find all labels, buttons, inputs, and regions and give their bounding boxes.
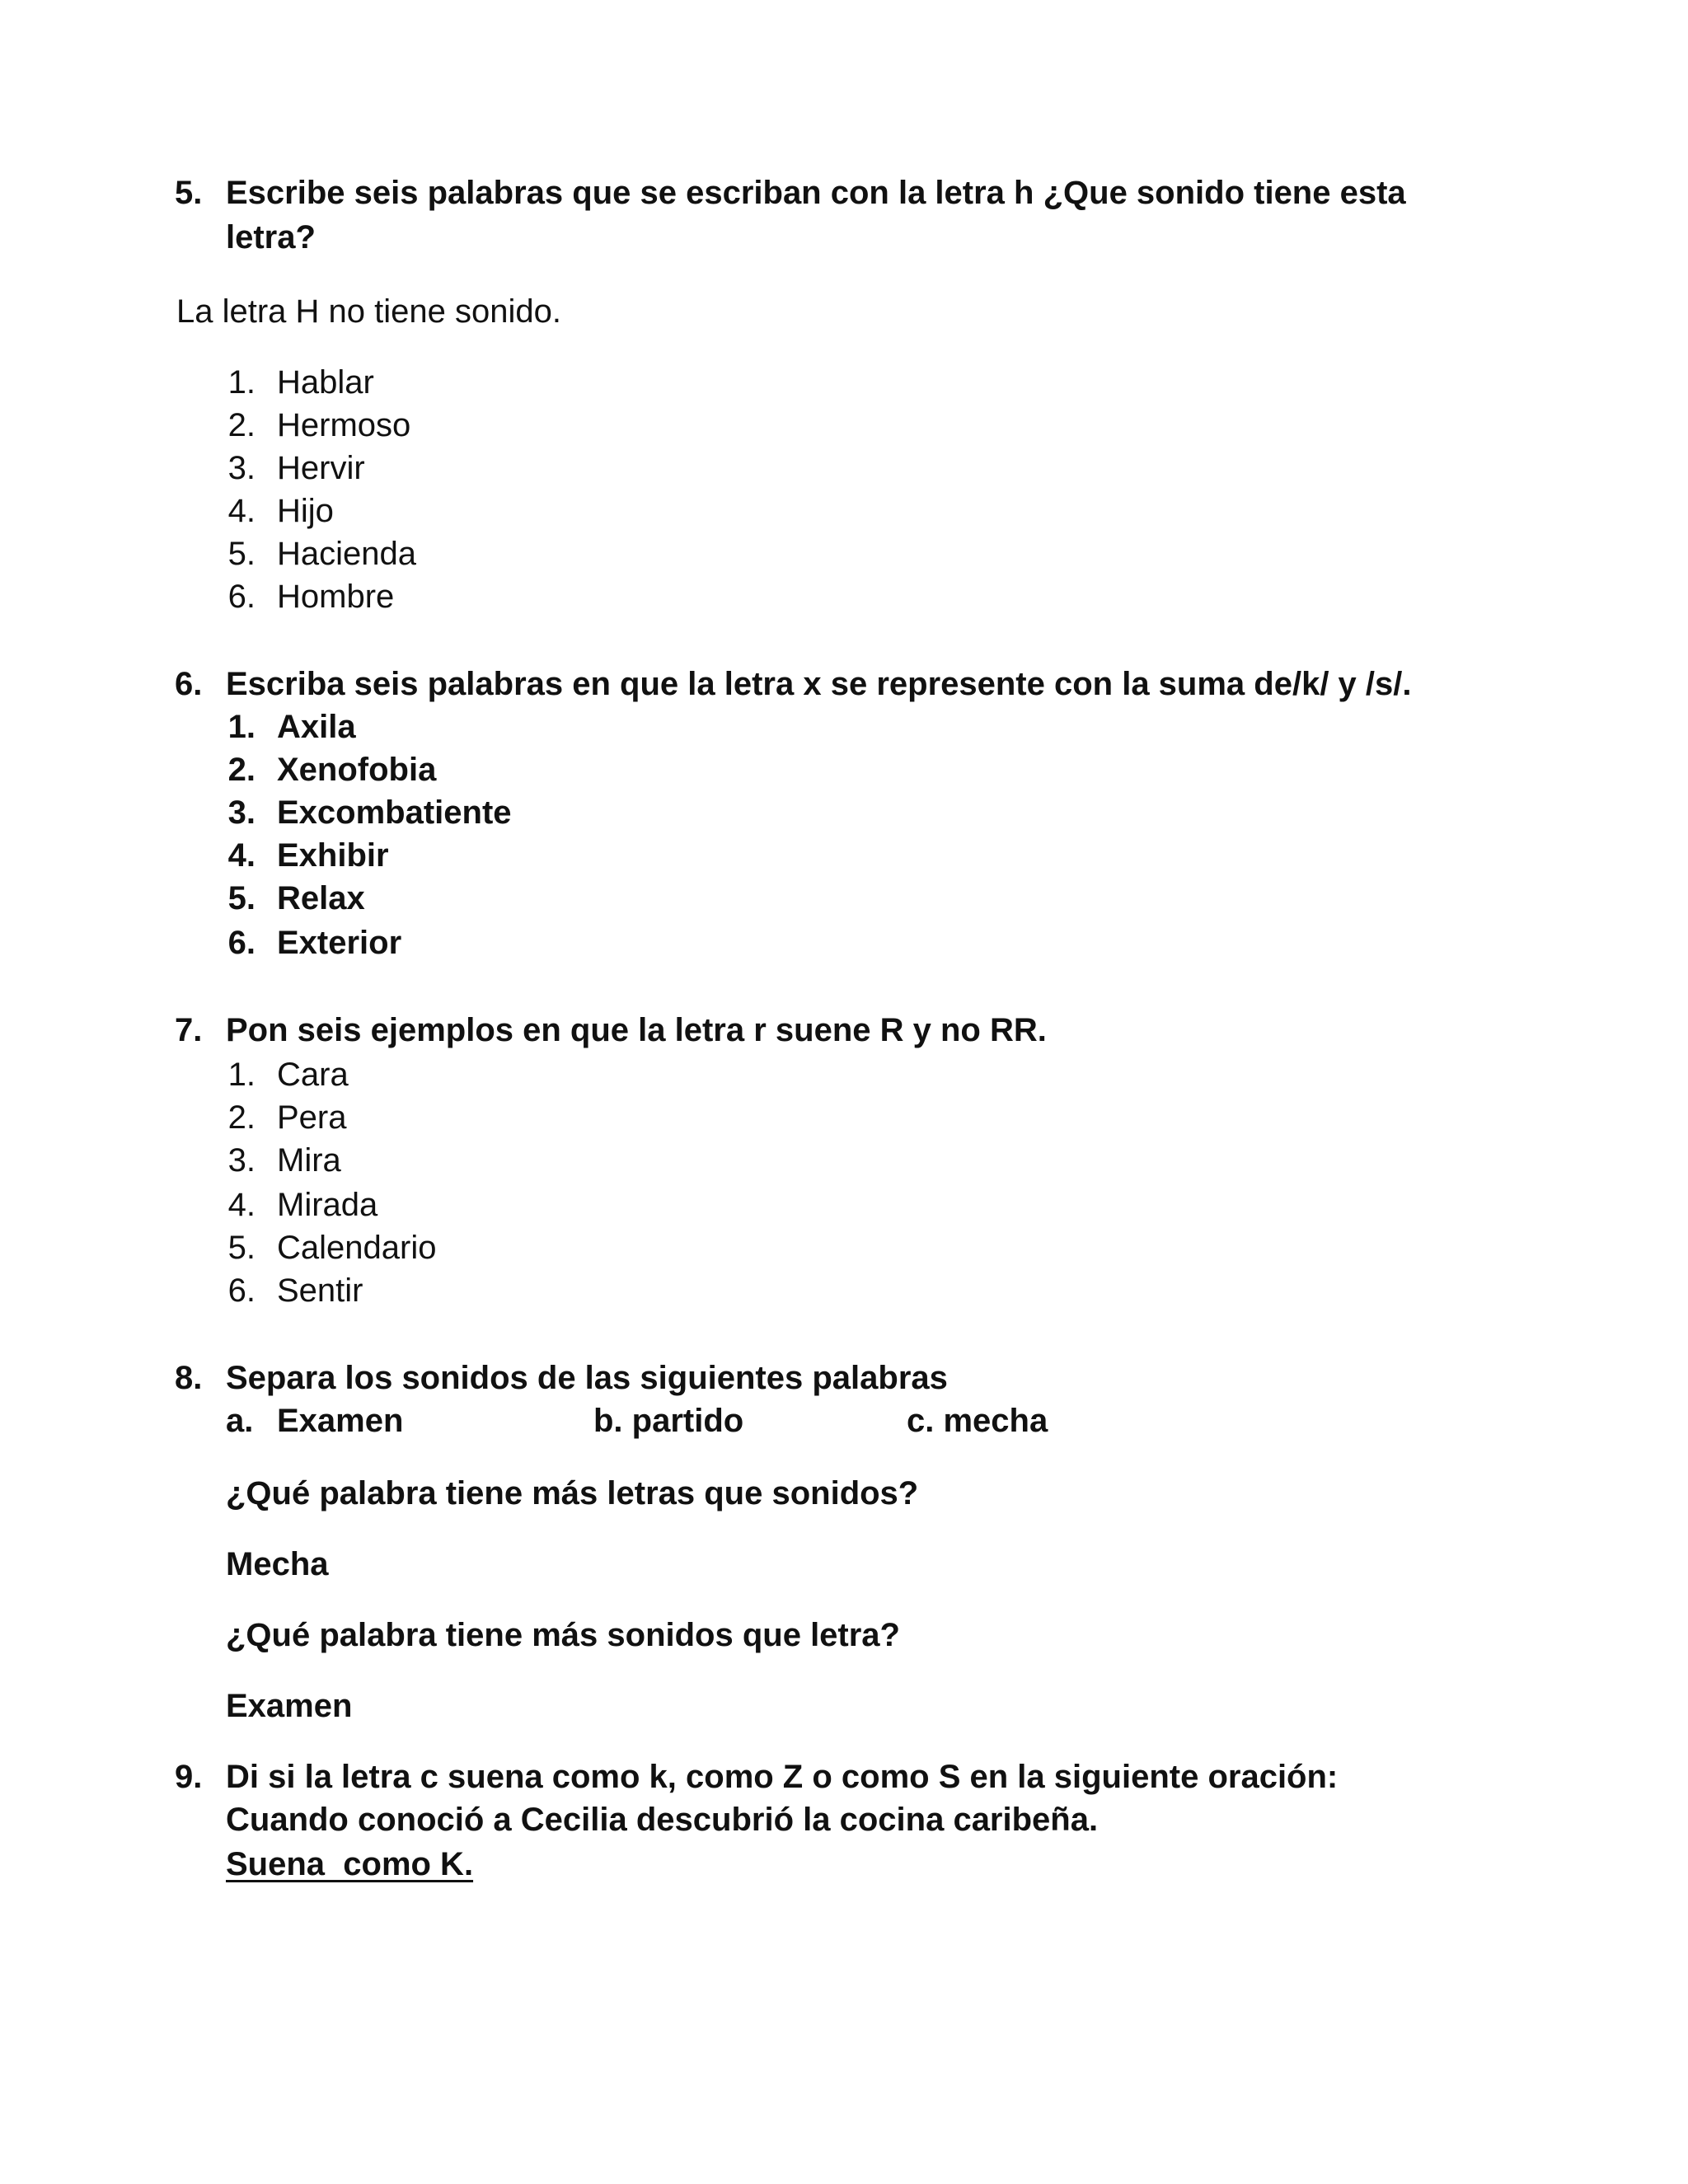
- list-item-number: 1.: [227, 1057, 256, 1093]
- list-item-number: 4.: [227, 837, 256, 874]
- list-item-number: 3.: [227, 1142, 256, 1179]
- question-5-text-line1: Escribe seis palabras que se escriban con la letra h ¿Que sonido tiene esta: [226, 175, 1406, 211]
- list-item-number: 3.: [227, 794, 256, 831]
- question-5-text-line2: letra?: [226, 219, 316, 255]
- list-item-number: 5.: [227, 1230, 256, 1266]
- list-item: Hombre: [277, 579, 395, 615]
- list-item: Pera: [277, 1099, 347, 1136]
- question-5-number: 5.: [175, 175, 203, 211]
- question-9-answer: Suena como K.: [226, 1846, 474, 1882]
- option-c-word: c. mecha: [907, 1403, 1048, 1439]
- question-8-number: 8.: [175, 1360, 203, 1396]
- list-item-number: 6.: [227, 579, 256, 615]
- question-5-answer: La letra H no tiene sonido.: [176, 293, 561, 330]
- list-item-number: 2.: [227, 407, 256, 443]
- option-a-label: a.: [226, 1403, 254, 1439]
- list-item-number: 1.: [227, 709, 256, 745]
- list-item: Sentir: [277, 1272, 363, 1309]
- list-item: Hervir: [277, 450, 365, 486]
- question-9-number: 9.: [175, 1759, 203, 1795]
- list-item-number: 4.: [227, 493, 256, 529]
- sub-question-1: ¿Qué palabra tiene más letras que sonidos?: [226, 1475, 919, 1511]
- list-item-number: 2.: [227, 752, 256, 788]
- option-b-word: b. partido: [593, 1403, 744, 1439]
- question-9-text-line1: Di si la letra c suena como k, como Z o como S en la siguiente oración:: [226, 1759, 1339, 1795]
- list-item-number: 2.: [227, 1099, 256, 1136]
- list-item: Calendario: [277, 1230, 437, 1266]
- list-item-number: 4.: [227, 1187, 256, 1223]
- list-item: Mirada: [277, 1187, 378, 1223]
- question-9-text-line2: Cuando conoció a Cecilia descubrió la cocina caribeña.: [226, 1802, 1099, 1838]
- list-item: Cara: [277, 1057, 349, 1093]
- list-item-number: 5.: [227, 536, 256, 572]
- list-item: Relax: [277, 880, 365, 916]
- sub-answer-1: Mecha: [226, 1546, 329, 1582]
- list-item-number: 6.: [227, 1272, 256, 1309]
- list-item: Hacienda: [277, 536, 417, 572]
- list-item: Hablar: [277, 364, 374, 401]
- question-7-text: Pon seis ejemplos en que la letra r suene R y no RR.: [226, 1012, 1047, 1048]
- question-8-text: Separa los sonidos de las siguientes palabras: [226, 1360, 948, 1396]
- sub-question-2: ¿Qué palabra tiene más sonidos que letra?: [226, 1617, 900, 1653]
- list-item: Hermoso: [277, 407, 411, 443]
- list-item: Exhibir: [277, 837, 389, 874]
- sub-answer-2: Examen: [226, 1688, 353, 1724]
- list-item-number: 6.: [227, 925, 256, 961]
- question-6-text: Escriba seis palabras en que la letra x se represente con la suma de/k/ y /s/.: [226, 666, 1412, 702]
- list-item: Excombatiente: [277, 794, 512, 831]
- list-item-number: 1.: [227, 364, 256, 401]
- list-item: Exterior: [277, 925, 402, 961]
- list-item: Hijo: [277, 493, 334, 529]
- list-item-number: 3.: [227, 450, 256, 486]
- question-7-number: 7.: [175, 1012, 203, 1048]
- list-item: Mira: [277, 1142, 341, 1179]
- list-item-number: 5.: [227, 880, 256, 916]
- list-item: Axila: [277, 709, 356, 745]
- list-item: Xenofobia: [277, 752, 437, 788]
- question-6-number: 6.: [175, 666, 203, 702]
- option-a-word: Examen: [277, 1403, 404, 1439]
